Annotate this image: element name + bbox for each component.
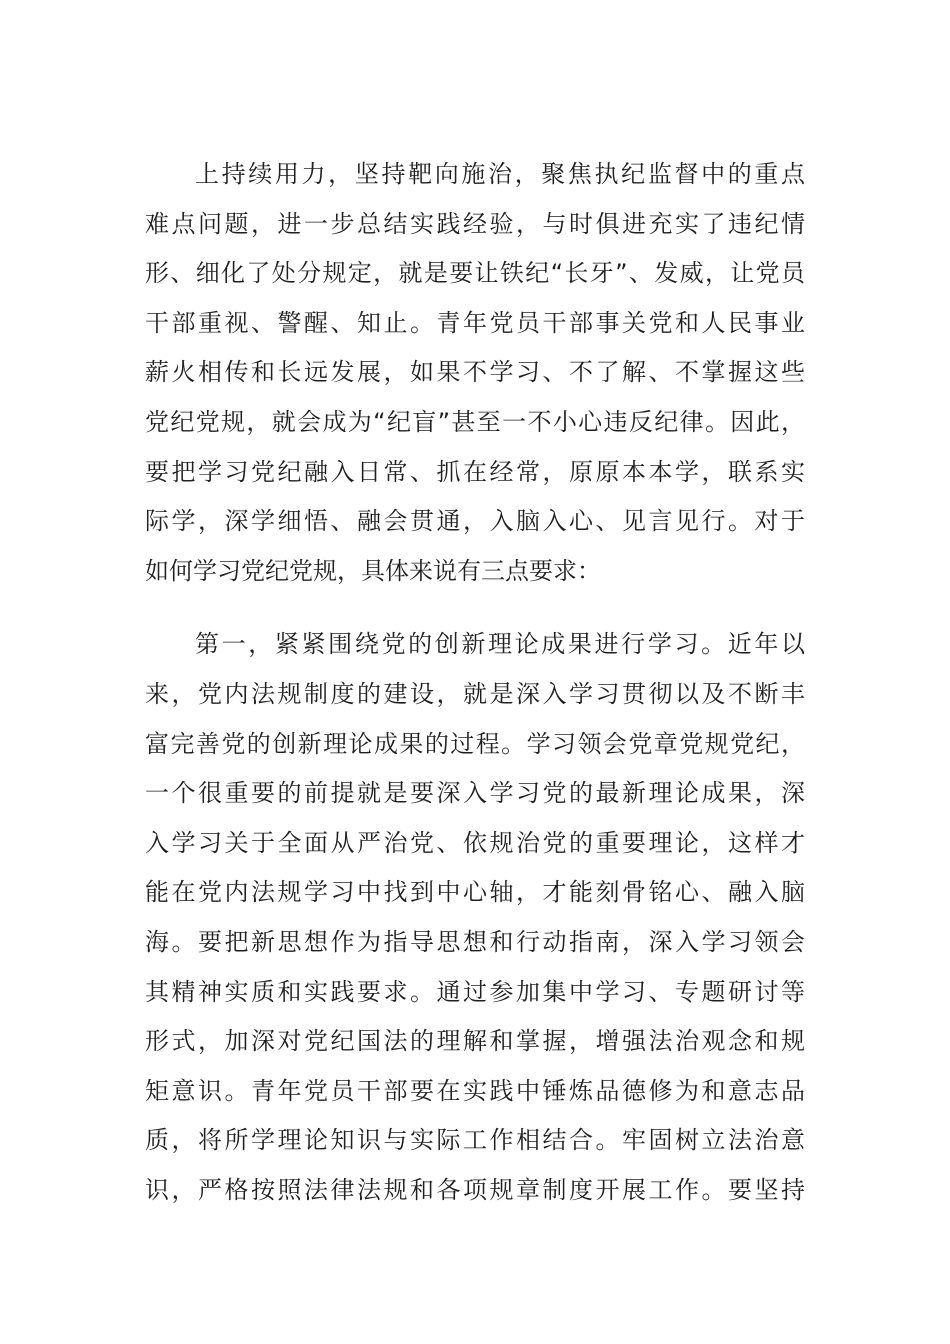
paragraph-line: 来，党内法规制度的建设，就是深入学习贯彻以及不断丰 <box>145 679 805 708</box>
paragraph-1 <box>145 150 805 596</box>
paragraph-line: 形式，加深对党纪国法的理解和掌握，增强法治观念和规 <box>145 1027 805 1056</box>
paragraph-line: 党纪党规，就会成为“纪盲”甚至一不小心违反纪律。因此， <box>145 407 805 436</box>
paragraph-line: 矩意识。青年党员干部要在实践中锤炼品德修为和意志品 <box>145 1076 805 1105</box>
paragraph-line: 际学，深学细悟、融会贯通，入脑入心、见言见行。对于 <box>145 507 805 536</box>
paragraph-line: 上持续用力，坚持靶向施治，聚焦执纪监督中的重点 <box>195 160 805 188</box>
paragraph-line: 薪火相传和长远发展，如果不学习、不了解、不掌握这些 <box>145 358 805 387</box>
paragraph-line: 要把学习党纪融入日常、抓在经常，原原本本学，联系实 <box>145 457 805 486</box>
paragraph-line: 入学习关于全面从严治党、依规治党的重要理论，这样才 <box>145 828 805 857</box>
paragraph-line: 海。要把新思想作为指导思想和行动指南，深入学习领会 <box>145 927 805 956</box>
paragraph-line: 能在党内法规学习中找到中心轴，才能刻骨铭心、融入脑 <box>145 878 805 907</box>
paragraph-line: 识，严格按照法律法规和各项规章制度开展工作。要坚持 <box>145 1175 805 1204</box>
paragraph-line: 如何学习党纪党规，具体来说有三点要求： <box>145 556 601 585</box>
paragraph-line: 一个很重要的前提就是要深入学习党的最新理论成果，深 <box>145 779 805 808</box>
paragraph-line: 难点问题，进一步总结实践经验，与时俱进充实了违纪情 <box>145 209 805 238</box>
paragraph-line: 形、细化了处分规定，就是要让铁纪“长牙”、发威，让党员 <box>145 259 805 288</box>
paragraph-spacer <box>145 596 805 620</box>
paragraph-2 <box>145 620 805 1215</box>
document-body <box>145 150 805 1215</box>
paragraph-line: 干部重视、警醒、知止。青年党员干部事关党和人民事业 <box>145 308 805 337</box>
paragraph-line: 富完善党的创新理论成果的过程。学习领会党章党规党纪， <box>145 729 805 758</box>
paragraph-line: 其精神实质和实践要求。通过参加集中学习、专题研讨等 <box>145 977 805 1006</box>
paragraph-line: 第一，紧紧围绕党的创新理论成果进行学习。近年以 <box>195 630 805 659</box>
paragraph-line: 质，将所学理论知识与实际工作相结合。牢固树立法治意 <box>145 1126 805 1155</box>
